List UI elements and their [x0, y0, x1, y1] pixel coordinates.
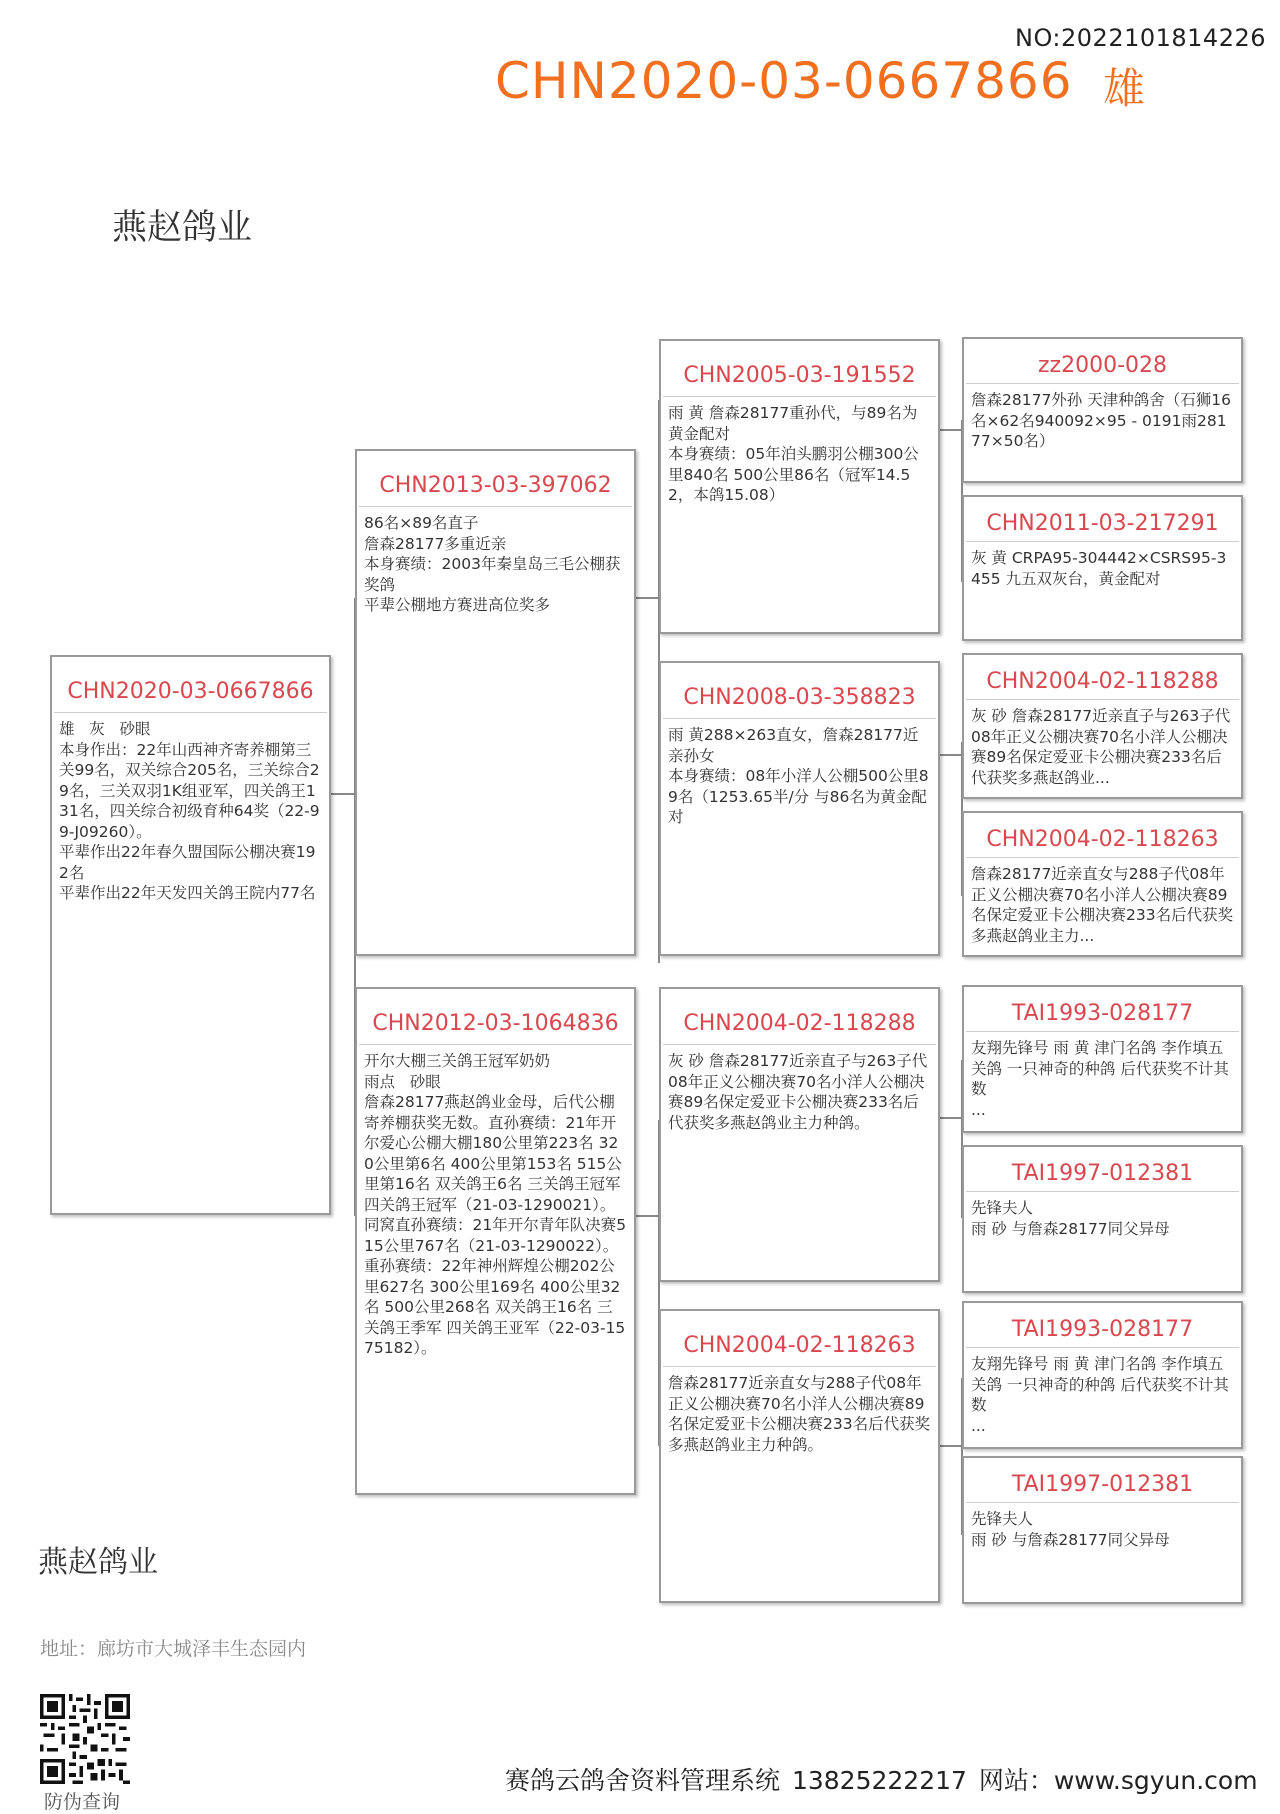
dd-sire-card	[962, 1301, 1243, 1449]
sire-ring: CHN2013-03-397062	[359, 451, 632, 507]
ss-dam-desc: 灰 黄 CRPA95-304442×CSRS95-3455 九五双灰台，黄金配对	[971, 549, 1227, 588]
dam-dam-ring: CHN2004-02-118263	[663, 1311, 936, 1367]
footer-system-info: 赛鸽云鸽舍资料管理系统 13825222217 网站：www.sgyun.com	[505, 1766, 1258, 1795]
address: 地址：廊坊市大城泽丰生态园内	[40, 1638, 307, 1660]
certificate-number: NO:2022101814226	[1015, 24, 1267, 52]
sex-label: 雄	[1103, 64, 1146, 113]
subject-ring: CHN2020-03-0667866	[54, 657, 327, 713]
sire-dam-desc: 雨 黄288×263直女，詹森28177近亲孙女 本身赛绩：08年小洋人公棚500公里89名（1253.65半/分 与86名为黄金配对	[668, 726, 929, 826]
dd-dam-card	[962, 1456, 1243, 1604]
ss-sire-ring: zz2000-028	[966, 339, 1239, 384]
sd-dam-ring: CHN2004-02-118263	[966, 813, 1239, 858]
dam-dam-desc: 詹森28177近亲直女与288子代08年正义公棚决赛70名小洋人公棚决赛89名保定爱亚卡公棚决赛233名后代获奖多燕赵鸽业主力种鸽。	[668, 1374, 931, 1454]
sire-dam-ring: CHN2008-03-358823	[663, 663, 936, 719]
sd-sire-ring: CHN2004-02-118288	[966, 655, 1239, 700]
dam-sire-card	[659, 987, 940, 1282]
qr-code-icon[interactable]	[40, 1694, 130, 1784]
sire-sire-card	[659, 339, 940, 634]
sd-dam-card	[962, 811, 1243, 957]
subject-card	[50, 655, 331, 1215]
sire-desc: 86名×89名直子 詹森28177多重近亲 本身赛绩：2003年秦皇岛三毛公棚获奖鸽 平辈公棚地方赛进高位奖多	[364, 514, 621, 614]
page-title-ring-number: CHN2020-03-0667866	[495, 52, 1073, 110]
ss-dam-ring: CHN2011-03-217291	[966, 497, 1239, 542]
ds-sire-ring: TAI1993-028177	[966, 987, 1239, 1032]
loft-name-bottom: 燕赵鸽业	[38, 1545, 158, 1580]
dd-sire-ring: TAI1993-028177	[966, 1303, 1239, 1348]
ss-dam-card	[962, 495, 1243, 641]
ss-sire-desc: 詹森28177外孙 天津种鸽舍（石狮16名×62名940092×95 - 0191雨28177×50名）	[971, 391, 1231, 450]
ss-sire-card	[962, 337, 1243, 483]
dd-sire-desc: 友翔先锋号 雨 黄 津门名鸽 李作填五关鸽 一只神奇的种鸽 后代获奖不计其数 ...	[971, 1355, 1229, 1435]
ds-sire-desc: 友翔先锋号 雨 黄 津门名鸽 李作填五关鸽 一只神奇的种鸽 后代获奖不计其数 ...	[971, 1039, 1229, 1119]
ds-dam-desc: 先锋夫人 雨 砂 与詹森28177同父异母	[971, 1199, 1170, 1238]
sd-dam-desc: 詹森28177近亲直女与288子代08年正义公棚决赛70名小洋人公棚决赛89名保定爱亚卡公棚决赛233名后代获奖多燕赵鸽业主力...	[971, 865, 1234, 945]
sire-card	[355, 449, 636, 956]
sd-sire-desc: 灰 砂 詹森28177近亲直子与263子代08年正义公棚决赛70名小洋人公棚决赛89名保定爱亚卡公棚决赛233名后代获奖多燕赵鸽业...	[971, 707, 1231, 787]
dd-dam-desc: 先锋夫人 雨 砂 与詹森28177同父异母	[971, 1510, 1170, 1549]
qr-label: 防伪查询	[44, 1791, 121, 1813]
dam-sire-ring: CHN2004-02-118288	[663, 989, 936, 1045]
dam-ring: CHN2012-03-1064836	[359, 989, 632, 1045]
loft-name: 燕赵鸽业	[112, 208, 253, 248]
dam-card	[355, 987, 636, 1495]
sd-sire-card	[962, 653, 1243, 799]
ds-dam-card	[962, 1145, 1243, 1293]
dd-dam-ring: TAI1997-012381	[966, 1458, 1239, 1503]
dam-sire-desc: 灰 砂 詹森28177近亲直子与263子代08年正义公棚决赛70名小洋人公棚决赛89名保定爱亚卡公棚决赛233名后代获奖多燕赵鸽业主力种鸽。	[668, 1052, 928, 1132]
ds-dam-ring: TAI1997-012381	[966, 1147, 1239, 1192]
dam-desc: 开尔大棚三关鸽王冠军奶奶 雨点 砂眼 詹森28177燕赵鸽业金母，后代公棚寄养棚获奖无数。直孙赛绩：21年开尔爱心公棚大棚180公里第223名 320公里第6名 400公里第153名 515公里第16名 双关鸽王6名 三关鸽王冠军 四关鸽王冠军（21-03-1290021）。同窝直孙赛绩：21年开尔青年队决赛515公里767名（21-03-1290022）。重孙赛绩：22年神州辉煌公棚202公里627名 300公里169名 400公里32名 500公里268名 双关鸽王16名 三关鸽王季军 四关鸽王亚军（22-03-1575182）。	[364, 1052, 627, 1357]
subject-desc: 雄 灰 砂眼 本身作出：22年山西神齐寄养棚第三关99名，双关综合205名，三关综合29名，三关双羽1K组亚军，四关鸽王131名，四关综合初级育种64奖（22-99-J09260）。 平辈作出22年春久盟国际公棚决赛192名 平辈作出22年天发四关鸽王院内77名	[59, 720, 320, 902]
sire-sire-ring: CHN2005-03-191552	[663, 341, 936, 397]
sire-sire-desc: 雨 黄 詹森28177重孙代，与89名为黄金配对 本身赛绩：05年泊头鹏羽公棚300公里840名 500公里86名（冠军14.52，本鸽15.08）	[668, 404, 919, 504]
sire-dam-card	[659, 661, 940, 956]
ds-sire-card	[962, 985, 1243, 1133]
dam-dam-card	[659, 1309, 940, 1603]
